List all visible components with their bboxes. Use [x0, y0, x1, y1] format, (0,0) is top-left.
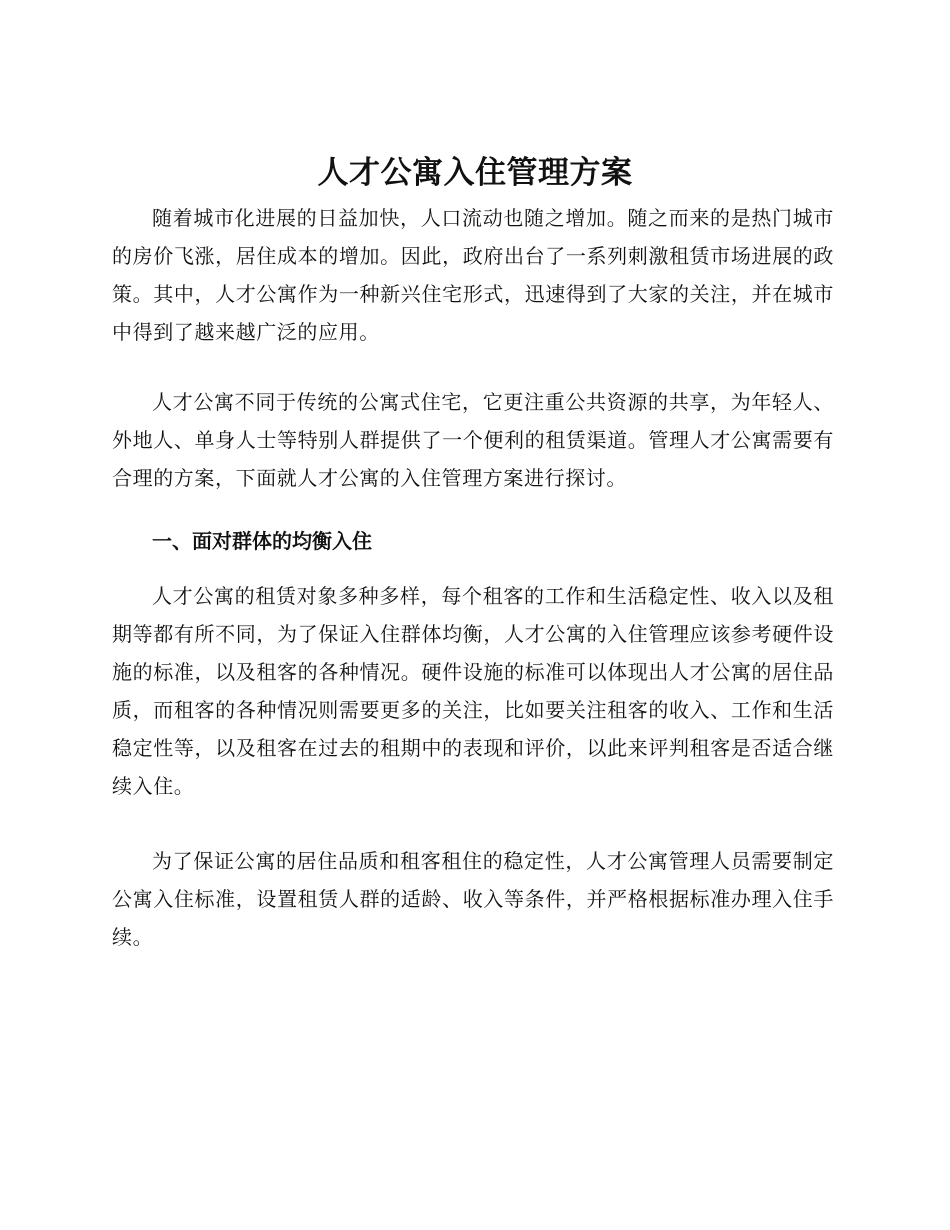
section-1-paragraph-1: 人才公寓的租赁对象多种多样，每个租客的工作和生活稳定性、收入以及租期等都有所不同，为了保证入住群体均衡，人才公寓的入住管理应该参考硬件设施的标准，以及租客的各种情况。硬件设施的标准可以体现出人才公寓的居住品质，而租客的各种情况则需要更多的关注，比如要关注租客的收入、工作和生活稳定性等，以及租客在过去的租期中的表现和评价，以此来评判租客是否适合继续入住。: [112, 584, 834, 798]
document-title: 人才公寓入住管理方案: [317, 155, 633, 191]
section-1-paragraph-2: 为了保证公寓的居住品质和租客租住的稳定性，人才公寓管理人员需要制定公寓入住标准，设置租赁人群的适龄、收入等条件，并严格根据标准办理入住手续。: [112, 849, 834, 949]
intro-paragraph-2: 人才公寓不同于传统的公寓式住宅，它更注重公共资源的共享，为年轻人、外地人、单身人士等特别人群提供了一个便利的租赁渠道。管理人才公寓需要有合理的方案，下面就人才公寓的入住管理方案进行探讨。: [112, 390, 834, 490]
section-heading-1: 一、面对群体的均衡入住: [152, 529, 372, 553]
intro-paragraph-1: 随着城市化进展的日益加快，人口流动也随之增加。随之而来的是热门城市的房价飞涨，居住成本的增加。因此，政府出台了一系列刺激租赁市场进展的政策。其中，人才公寓作为一种新兴住宅形式，迅速得到了大家的关注，并在城市中得到了越来越广泛的应用。: [112, 206, 834, 344]
